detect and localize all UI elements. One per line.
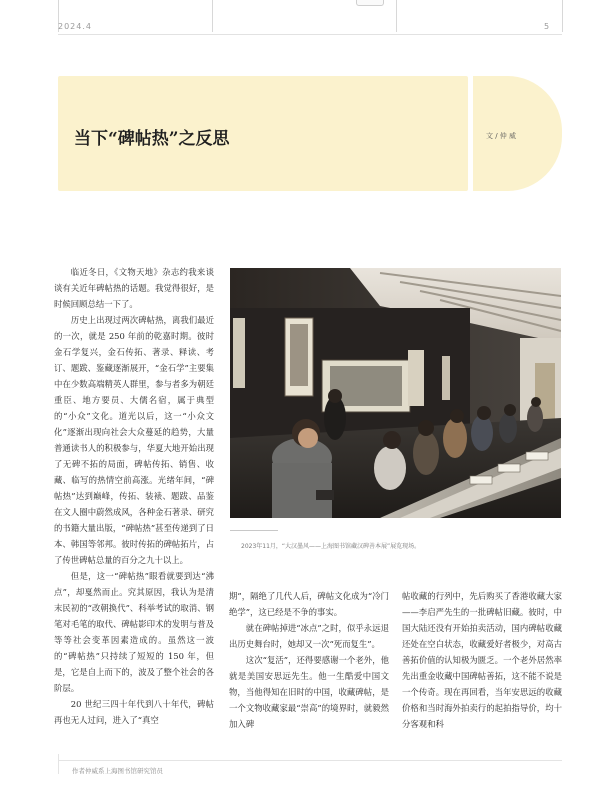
paragraph: 临近冬日，《文物天地》杂志约我来谈谈有关近年碑帖热的话题。我觉得很好，是时候回顾总结一下了。 <box>54 267 214 309</box>
footer-rule <box>58 760 562 761</box>
caption-rule <box>230 530 278 531</box>
paragraph: 这次“复活”，还得要感谢一个老外，他就是美国安思远先生。他一生酷爱中国文物，当他得知在旧时的中国，收藏碑帖，是一个文物收藏家最“崇高”的境界时，就毅然加入碑 <box>229 655 389 729</box>
header-divider <box>212 0 213 32</box>
paragraph: 就在碑帖掉进“冰点”之时，似乎永远退出历史舞台时，她却又一次“死而复生”。 <box>229 623 389 649</box>
header-divider <box>562 0 563 32</box>
footer-divider <box>58 754 59 774</box>
header-divider <box>396 0 397 32</box>
article-column-3 <box>402 588 562 732</box>
article-title: 当下“碑帖热”之反思 <box>74 129 230 149</box>
byline: 文 / 仲 威 <box>486 132 517 140</box>
article-column-1 <box>54 264 214 728</box>
paragraph: 帖收藏的行列中，先后购买了香港收藏大家——李启严先生的一批碑帖旧藏。彼时，中国大陆还没有开始拍卖活动，国内碑帖收藏还处在空白状态，收藏爱好者极少，对高古善拓价值的认知极为匮乏。一个老外居然率先出重金收藏中国碑帖善拓，这不能不说是一个传奇。现在再回看，当年安思远的收藏价格和当时海外拍卖行的起拍指导价，均十分客观和科 <box>402 591 562 729</box>
article-column-2 <box>229 588 389 732</box>
paragraph: 历史上出现过两次碑帖热，离我们最近的一次，就是 250 年前的乾嘉时期。彼时金石学复兴，金石传拓、著录、释读、考订、题跋、鉴藏逐渐展开，“金石学”主要集中在少数高端精英人群里，参与者多为朝廷重臣、地方要员、大儒名宿，属于典型的“小众”文化。道光以后，这一“小众文化”逐渐出现向社会大众蔓延的趋势，大量普通读书人的积极参与，华夏大地开始出现了无碑不拓的局面，碑帖传拓、销售、收藏、临写的热情空前高涨。光绪年间，“碑帖热”达到巅峰，传拓、装裱、题跋、品鉴在文人圈中蔚然成风，各种金石著录、研究的书籍大量出版，“碑帖热”甚至传递到了日本、韩国等邻邦。彼时传拓的碑帖拓片，占了传世碑帖总量的百分之九十以上。 <box>54 315 214 565</box>
paragraph: 20 世纪三四十年代到八十年代，碑帖再也无人过问，进入了“真空 <box>54 699 214 725</box>
page-number: 5 <box>544 22 550 31</box>
exhibition-photo <box>230 268 561 518</box>
page-tab <box>356 0 384 6</box>
paragraph: 但是，这一“碑帖热”眼看就要到达“沸点”，却戛然而止。究其原因，我认为是清末民初的“改朝换代”、科举考试的取消、钢笔对毛笔的取代、碑帖影印术的发明与普及等等社会变革因素造成的。虽然这一波的“碑帖热”只持续了短短的 150 年，但是，它是自上而下的，波及了整个社会的各阶层。 <box>54 571 214 693</box>
paragraph: 期”，隔绝了几代人后，碑帖文化成为“冷门绝学”，这已经是不争的事实。 <box>229 591 389 617</box>
author-footnote: 作者仲威系上海图书馆研究馆员 <box>72 767 163 775</box>
issue-label: 2024.4 <box>58 22 92 31</box>
photo-caption: 2023年11月，“大汉墨风——上海图书馆藏汉碑善本展”展览现场。 <box>241 543 421 550</box>
header-rule <box>58 34 562 35</box>
